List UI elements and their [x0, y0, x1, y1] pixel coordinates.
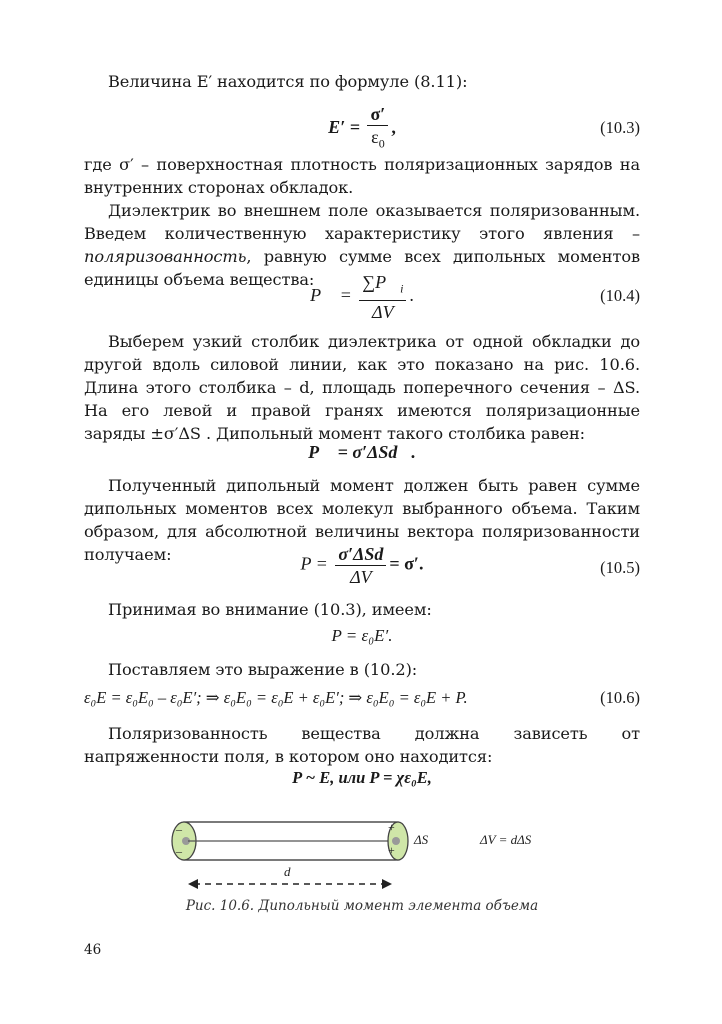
eq-10-5-lhs: P = [300, 553, 328, 574]
minus-sign-2: – [176, 844, 182, 858]
eq-10-3-den-sub: 0 [378, 136, 385, 151]
equation-p-eps [84, 626, 640, 652]
eq-10-4-number: (10.4) [600, 286, 640, 305]
delta-v-label: ΔV = dΔS [480, 832, 532, 847]
paragraph-6 [84, 598, 640, 621]
equation-10-4 [84, 272, 640, 322]
eq-10-6-number: (10.6) [600, 688, 640, 707]
eq-10-4-lhs: P⃗ = [310, 284, 352, 305]
paragraph-1-text: Величина E′ находится по формуле (8.11): [108, 72, 468, 91]
minus-sign-1: – [176, 822, 182, 836]
paragraph-7-text: Поставляем это выражение в (10.2): [108, 660, 418, 679]
plus-sign-2: + [388, 843, 395, 857]
eq-10-3-denominator: ε [371, 127, 379, 147]
equation-10-3 [84, 104, 640, 154]
eq-10-3-lhs: E′ = [328, 116, 360, 137]
plus-sign-1: + [388, 820, 395, 834]
eq-10-3-tail: , [391, 116, 396, 137]
paragraph-2-text: где σ′ – поверхностная плотность поляризационных зарядов на внутренних сторонах обкладок. [84, 155, 640, 197]
length-arrow-right-head [382, 879, 392, 889]
eq-10-4-tail: . [409, 284, 414, 305]
eq-10-6-text: ε₀E = ε₀E₀ – ε₀E′; ⇒ ε₀E₀ = ε₀E + ε₀E′; ⇒ ε₀E₀ = ε₀E + P. [84, 688, 468, 707]
term-polarization: поляризованность [84, 247, 247, 266]
dipole-column-diagram [84, 812, 640, 892]
eq-prop-text: P ~ E, или P = χε₀E, [292, 768, 432, 787]
paragraph-6-text: Принимая во внимание (10.3), имеем: [108, 600, 432, 619]
equation-proportionality [84, 768, 640, 794]
paragraph-3-text-a: Диэлектрик во внешнем поле оказывается поляризованным. Введем количественную характеристику этого явления – [84, 201, 640, 243]
d-label: d [284, 864, 291, 879]
eq-10-4-denominator: ΔV [372, 301, 394, 322]
eq-p-eps-text: P = ε₀E′. [331, 626, 393, 645]
paragraph-7 [84, 658, 640, 681]
eq-10-5-tail: = σ′. [389, 553, 424, 574]
eq-10-5-number: (10.5) [600, 558, 640, 577]
paragraph-4 [84, 330, 640, 445]
paragraph-8-text: Поляризованность вещества должна зависеть от напряженности поля, в котором оно находится: [84, 724, 640, 766]
page-number: 46 [84, 942, 102, 958]
paragraph-3-text-c: , равную сумме всех дипольных моментов единицы объема вещества: [84, 247, 640, 289]
eq-10-5-denominator: ΔV [350, 567, 372, 587]
paragraph-2 [84, 153, 640, 199]
eq-10-4-numerator: ∑P⃗ [362, 272, 401, 292]
eq-10-4-num-sub: i [400, 281, 404, 296]
equation-dipole-moment [84, 442, 640, 468]
eq-10-3-number: (10.3) [600, 118, 640, 137]
paragraph-8 [84, 722, 640, 768]
figure-caption: Рис. 10.6. Дипольный момент элемента объема [185, 898, 539, 914]
delta-s-label: ΔS [414, 832, 429, 847]
eq-10-3-numerator: σ′ [367, 104, 388, 126]
length-arrow-left-head [188, 879, 198, 889]
paragraph-4-text: Выберем узкий столбик диэлектрика от одной обкладки до другой вдоль силовой линии, как это показано на рис. 10.6. Длина этого столбика – d, площадь поперечного сечения – ΔS. На его левой и правой гранях имеются поляризационные заряды ±σ′ΔS . Дипольный момент такого столбика равен: [84, 332, 640, 443]
figure-10-6 [84, 812, 640, 892]
equation-10-6 [84, 688, 640, 716]
eq-dipole-text: P⃗ = σ′ΔSd⃗. [308, 442, 416, 462]
paragraph-5-text: Полученный дипольный момент должен быть равен сумме дипольных моментов всех молекул выбранного объема. Таким образом, для абсолютной величины вектора поляризованности получаем: [84, 476, 640, 564]
equation-10-5 [84, 544, 640, 594]
eq-10-5-numerator: σ′ΔSd [335, 544, 386, 566]
paragraph-1 [84, 70, 640, 93]
